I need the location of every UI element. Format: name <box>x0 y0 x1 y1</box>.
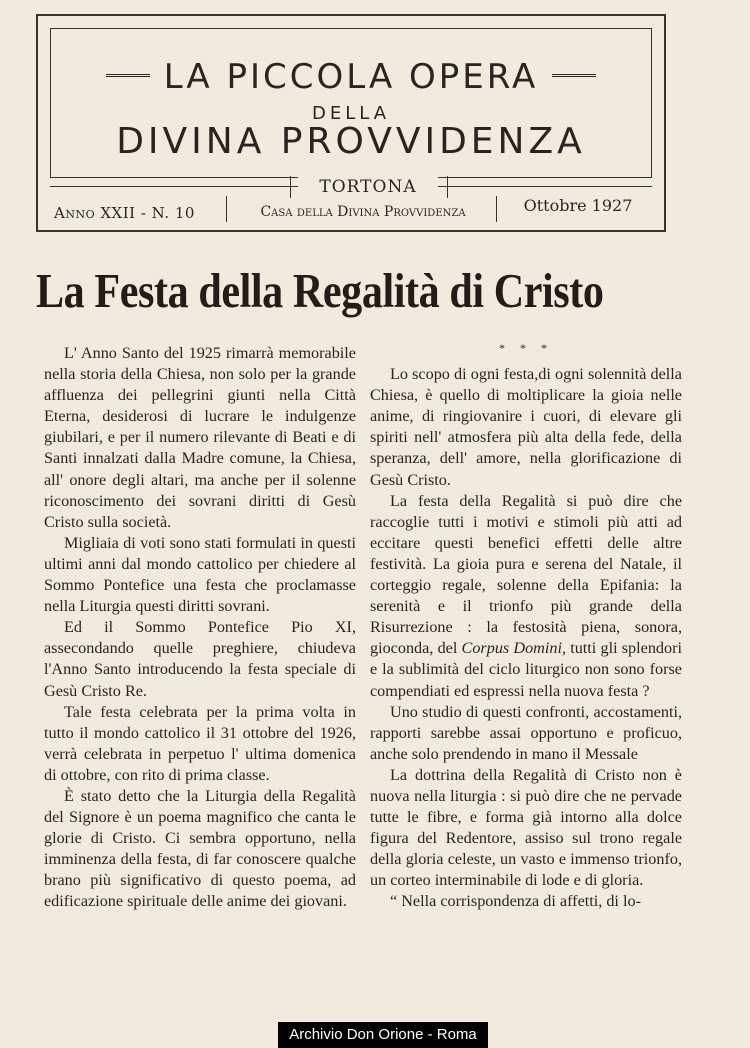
article-title: La Festa della Regalità di Cristo <box>36 263 604 318</box>
paragraph: Migliaia di voti sono stati formulati in questi ultimi anni dal mondo cattolico per chiedere al Sommo Pontefice una festa che proclamasse nella Liturgia questi diritti sovrani. <box>44 533 356 616</box>
masthead <box>36 14 666 232</box>
column-divider <box>226 196 227 222</box>
paragraph: Lo scopo di ogni festa,di ogni solennità della Chiesa, è quello di moltiplicare la gioia nelle anime, di ringiovanire i cuori, di elevare gli spiriti nell' atmosfera più alta della fede, della speranza, dell' amore, nella glorificazione di Gesù Cristo. <box>370 365 682 489</box>
paragraph: È stato detto che la Liturgia della Regalità del Signore è un poema magnifico che canta le glorie di Cristo. Ci sembra opportuno, nella imminenza della festa, di far conoscere qualche brano più significativo di questo poema, ad edificazione spirituale delle anime dei giovani. <box>44 786 356 911</box>
archive-credit: Archivio Don Orione - Roma <box>278 1022 488 1048</box>
paragraph: “ Nella corrispondenza di affetti, di lo- <box>390 892 641 911</box>
paragraph: Tale festa celebrata per la prima volta in tutto il mondo cattolico il 31 ottobre del 1926, verrà celebrata in perpetuo l' ultima domenica di ottobre, con rito di prima classe. <box>44 702 356 784</box>
italic-phrase: Corpus Domini, <box>461 639 567 658</box>
masthead-title-line3: DIVINA PROVVIDENZA <box>116 121 586 162</box>
paragraph: Uno studio di questi confronti, accostamenti, rapporti sarebbe assai opportuno e proficuo, anche solo prendendo in mano il Messale <box>370 702 682 763</box>
paragraph: La festa della Regalità si può dire che raccoglie tutti i motivi e stimoli più atti ad eccitare questi benefici effetti delle altre festività. La gioia pura e serena del Natale, il corteggio regale, solenne della Epifania: la serenità e il trionfo più grande della Risurrezione : la festosità piena, sonora, gioconda, del Corpus Domini, tutti gli splendori e la sublimità del ciclo liturgico non sono forse compendiati ed espressi nella nuova festa ? <box>370 491 682 700</box>
masthead-title-line1: LA PICCOLA OPERA <box>51 57 651 97</box>
paragraph: Ed il Sommo Pontefice Pio XI, assecondando quelle preghiere, chiudeva l'Anno Santo introducendo la festa speciale di Gesù Cristo Re. <box>44 618 356 700</box>
issue-number: Anno XXII - N. 10 <box>54 204 195 222</box>
article-column-right <box>370 338 682 913</box>
column-divider <box>496 196 497 222</box>
issue-date: Ottobre 1927 <box>523 196 633 215</box>
publisher-house: Casa della Divina Provvidenza <box>260 204 466 220</box>
paragraph: La dottrina della Regalità di Cristo non è nuova nella liturgia : si può dire che ne pervade tutte le fibre, e forma già intorno alla dolce figura del Redentore, assiso sul trono regale della gloria celeste, un vasto e immenso trionfo, un corteo interminabile di lode e di gloria. <box>370 765 682 890</box>
masthead-title-line2: DELLA <box>311 103 391 124</box>
section-separator: * * * <box>499 341 553 355</box>
article-column-left <box>44 343 356 913</box>
masthead-title-box <box>50 28 652 178</box>
masthead-town: TORTONA <box>298 177 438 197</box>
paragraph: L' Anno Santo del 1925 rimarrà memorabile nella storia della Chiesa, non solo per la grande affluenza dei pellegrini giunti nella Città Eterna, desiderosi di lucrare le indulgenze giubilari, e per il numero rilevante di Beati e di Santi innalzati dalla Madre comune, la Chiesa, all' onore degli altari, ma anche per il solenne riconoscimento dei sovrani diritti di Gesù Cristo sulla società. <box>44 344 356 531</box>
masthead-info-row <box>50 176 652 220</box>
